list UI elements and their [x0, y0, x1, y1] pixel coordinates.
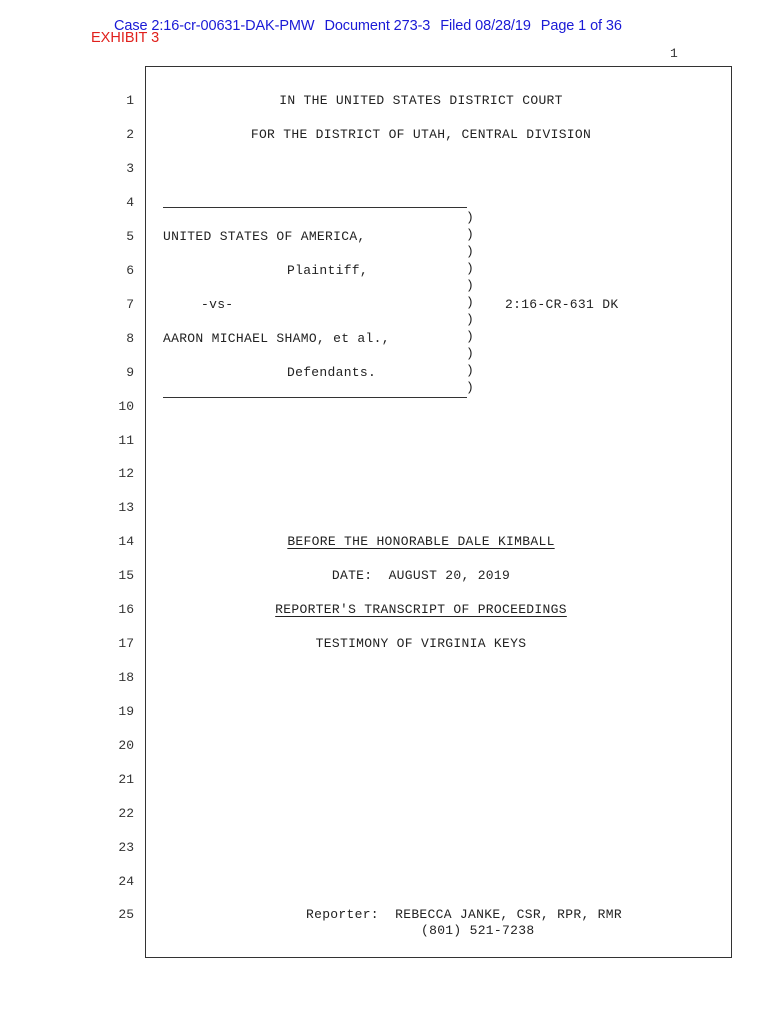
- line-number: 5: [126, 229, 134, 244]
- plaintiff-party: UNITED STATES OF AMERICA,: [163, 229, 366, 244]
- line-number: 7: [126, 297, 134, 312]
- court-district: FOR THE DISTRICT OF UTAH, CENTRAL DIVISION: [250, 127, 592, 142]
- caption-paren: ): [466, 363, 474, 378]
- page-count-stamp: Page 1 of 36: [540, 18, 622, 34]
- versus-label: -vs-: [201, 297, 234, 312]
- line-number: 21: [118, 772, 134, 787]
- transcript-title: REPORTER'S TRANSCRIPT OF PROCEEDINGS: [275, 602, 567, 617]
- defendant-role: Defendants.: [287, 365, 377, 380]
- proceeding-date: DATE: AUGUST 20, 2019: [331, 568, 511, 583]
- case-number: 2:16-CR-631 DK: [505, 297, 619, 312]
- line-number: 17: [118, 636, 134, 651]
- line-number: 4: [126, 195, 134, 210]
- line-number: 19: [118, 704, 134, 719]
- line-number: 14: [118, 534, 134, 549]
- caption-paren: ): [466, 210, 474, 225]
- line-number: 18: [118, 670, 134, 685]
- caption-bottom-rule: [163, 397, 467, 398]
- caption-paren: ): [466, 295, 474, 310]
- line-number: 9: [126, 365, 134, 380]
- exhibit-label: EXHIBIT 3: [91, 30, 160, 46]
- line-number: 15: [118, 568, 134, 583]
- line-number: 10: [118, 399, 134, 414]
- caption-paren: ): [466, 227, 474, 242]
- document-number-stamp: Document 273-3: [324, 18, 431, 34]
- caption-paren: ): [466, 278, 474, 293]
- court-name: IN THE UNITED STATES DISTRICT COURT: [279, 93, 563, 108]
- caption-paren: ): [466, 244, 474, 259]
- reporter-phone: (801) 521-7238: [421, 923, 535, 938]
- line-number: 13: [118, 500, 134, 515]
- caption-paren: ): [466, 261, 474, 276]
- filed-date-stamp: Filed 08/28/19: [440, 18, 531, 34]
- caption-top-rule: [163, 207, 467, 208]
- line-number: 24: [118, 874, 134, 889]
- caption-paren: ): [466, 380, 474, 395]
- reporter-name: Reporter: REBECCA JANKE, CSR, RPR, RMR: [306, 907, 622, 922]
- line-number: 22: [118, 806, 134, 821]
- plaintiff-role: Plaintiff,: [287, 263, 369, 278]
- transcript-page-number: 1: [670, 46, 678, 61]
- line-number: 8: [126, 331, 134, 346]
- defendant-party: AARON MICHAEL SHAMO, et al.,: [163, 331, 390, 346]
- line-number: 25: [118, 907, 134, 922]
- line-number: 3: [126, 161, 134, 176]
- line-number: 11: [118, 433, 134, 448]
- line-number: 1: [126, 93, 134, 108]
- testimony-title: TESTIMONY OF VIRGINIA KEYS: [315, 636, 527, 651]
- line-number: 16: [118, 602, 134, 617]
- line-number: 2: [126, 127, 134, 142]
- transcript-frame: [145, 66, 732, 958]
- line-number: 20: [118, 738, 134, 753]
- presiding-judge: BEFORE THE HONORABLE DALE KIMBALL: [287, 534, 555, 549]
- line-number: 6: [126, 263, 134, 278]
- line-number: 12: [118, 466, 134, 481]
- caption-paren: ): [466, 329, 474, 344]
- caption-paren: ): [466, 346, 474, 361]
- case-number-stamp: Case 2:16-cr-00631-DAK-PMW: [114, 18, 315, 34]
- line-number: 23: [118, 840, 134, 855]
- filing-stamp: [114, 18, 632, 34]
- caption-paren: ): [466, 312, 474, 327]
